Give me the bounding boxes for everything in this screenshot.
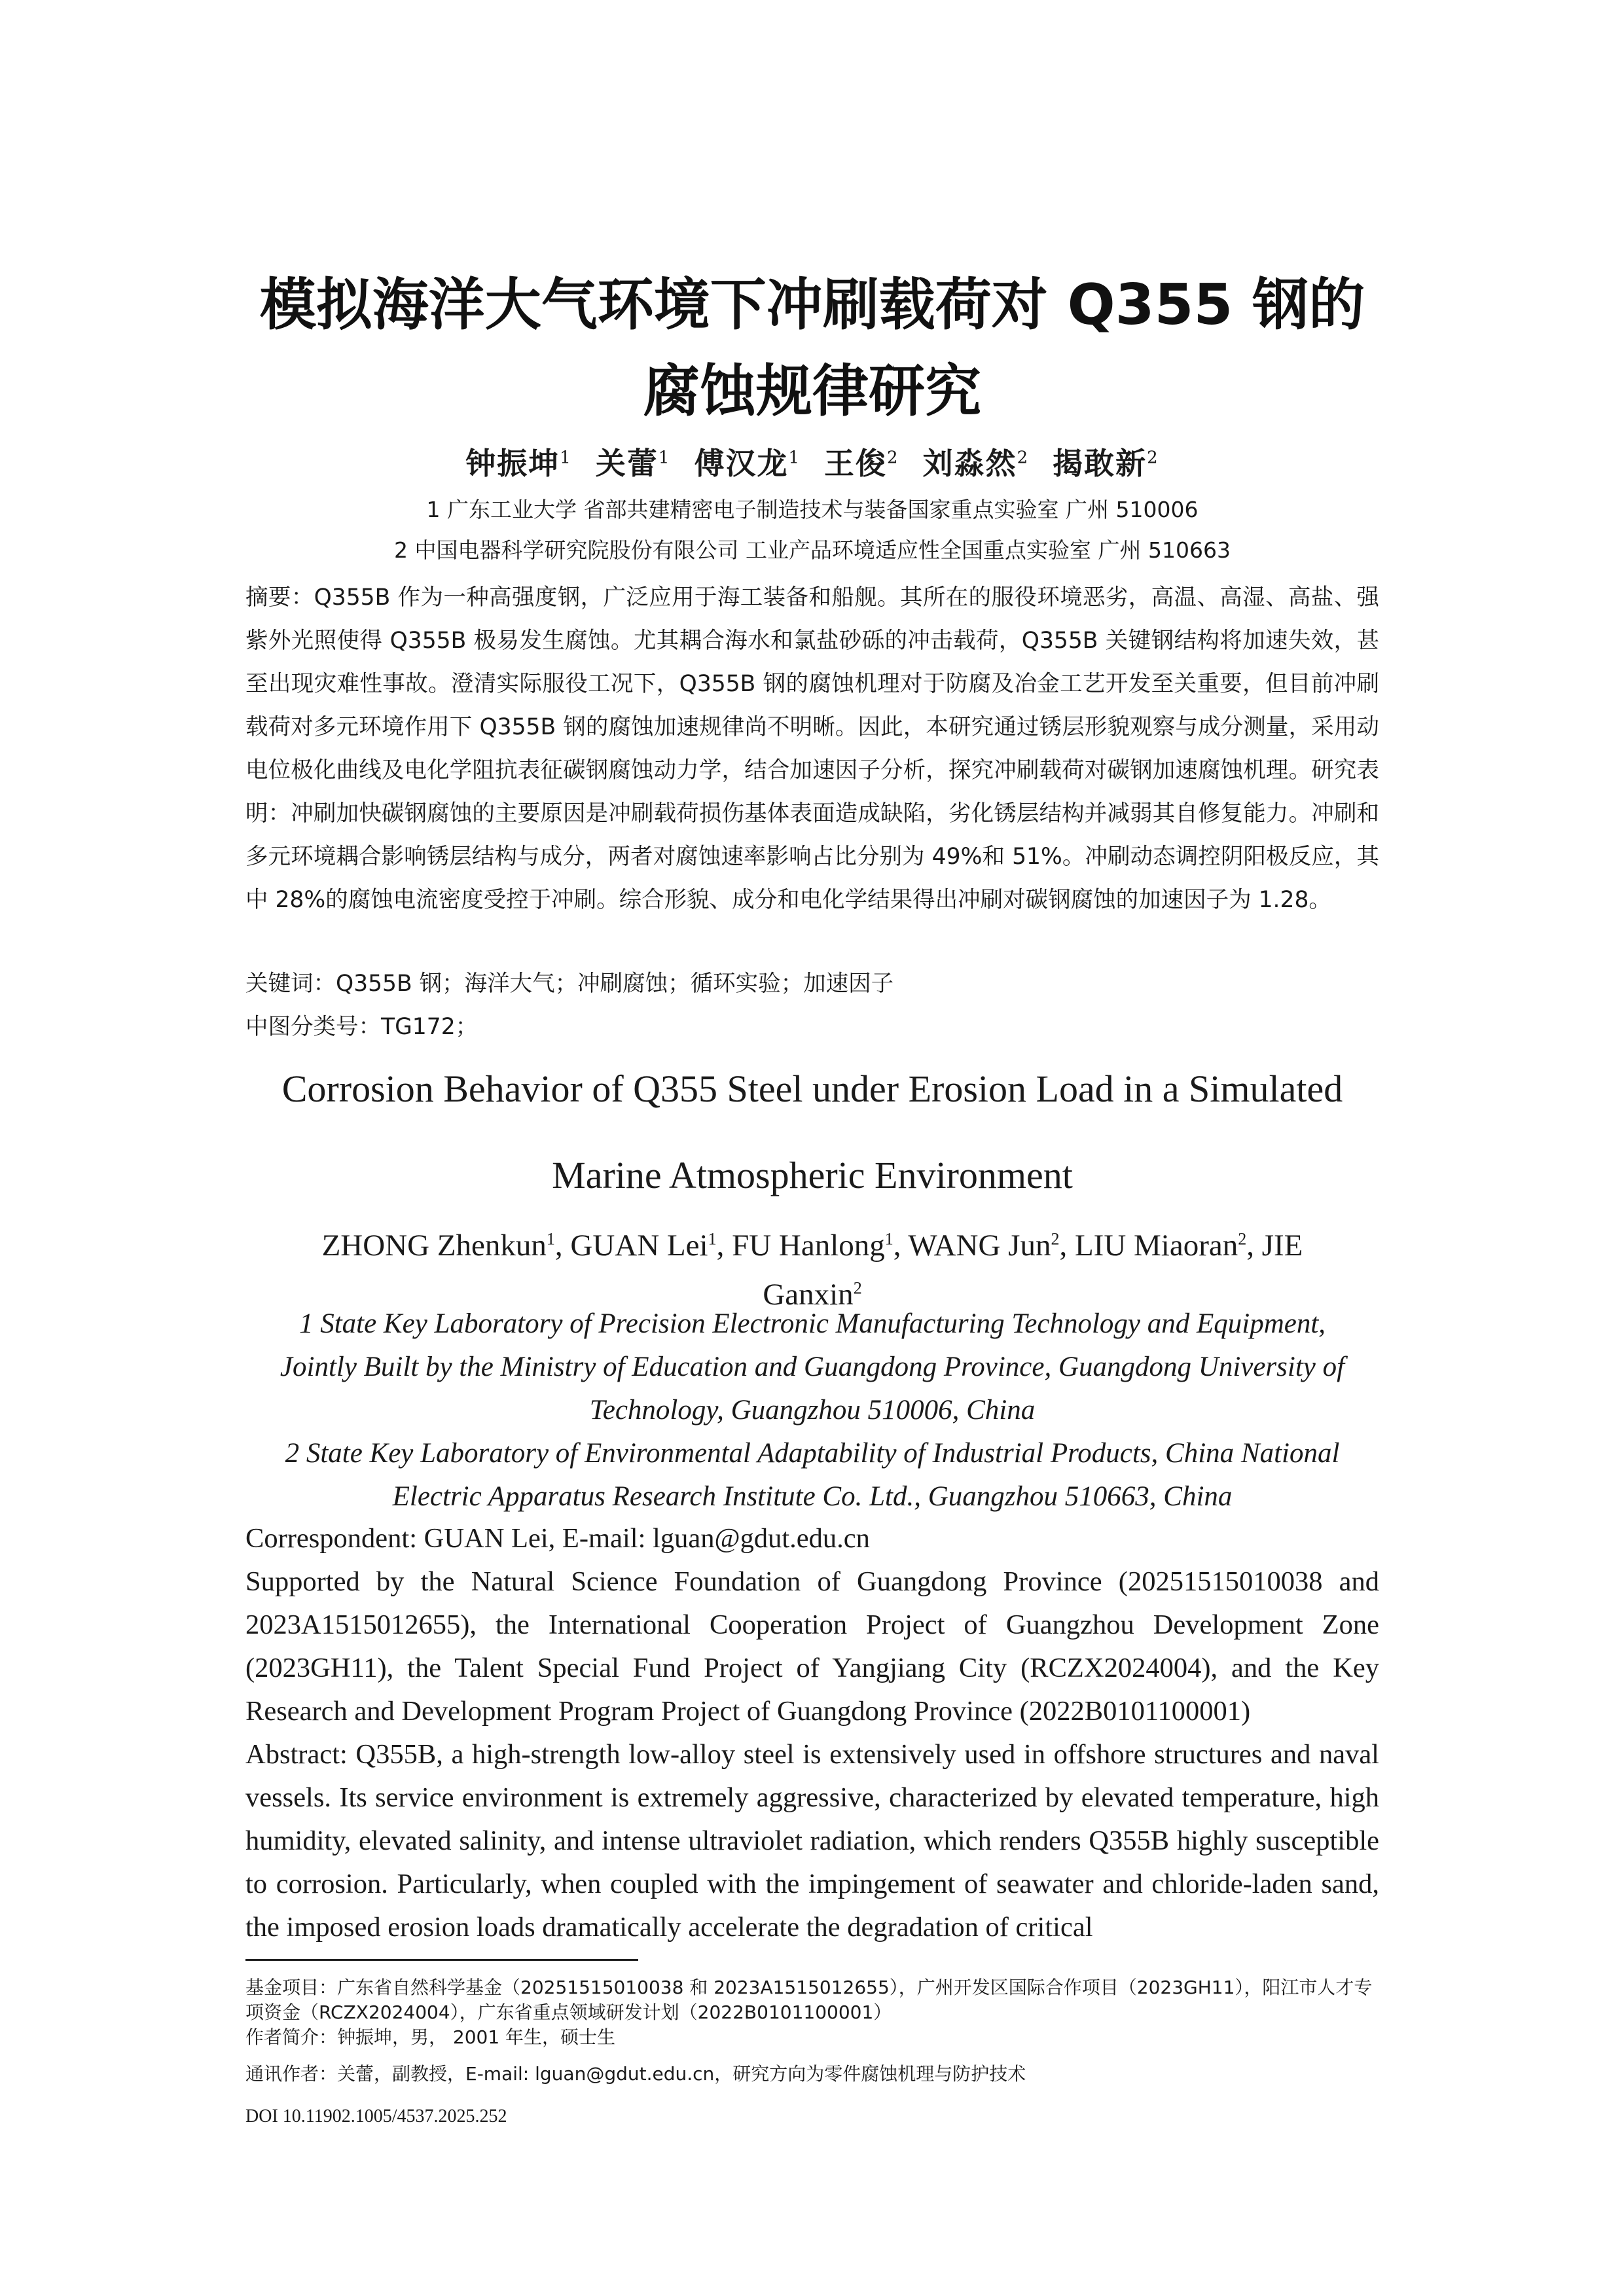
en-affiliation-1-line: Technology, Guangzhou 510006, China [589, 1395, 1036, 1426]
en-author: LIU Miaoran$^2$, [1074, 1228, 1254, 1263]
en-authors [245, 1217, 1379, 1316]
en-author: ZHONG Zhenkun$^1$, [321, 1228, 571, 1263]
en-title [245, 1046, 1379, 1219]
en-affiliation-2-line: Electric Apparatus Research Institute Co. Ltd., Guangzhou 510663, China [392, 1481, 1233, 1512]
en-abstract: Abstract: Q355B, a high-strength low-alloy steel is extensively used in offshore structures and naval vessels. Its service environment is extremely aggressive, characterized by elevated temperature, high humidity, elevated salinity, and intense ultraviolet radiation, which renders Q355B highly susceptible to corrosion. Particularly, when coupled with the impingement of seawater and chloride-laden sand, the imposed erosion loads dramatically accelerate the degradation of critical [245, 1739, 1379, 1943]
cn-classification: 中图分类号：TG172； [245, 1014, 478, 1040]
en-affiliation-1-line: 1 State Key Laboratory of Precision Electronic Manufacturing Technology and Equipment, [298, 1308, 1326, 1339]
en-affiliation-1-line: Jointly Built by the Ministry of Education and Guangdong Province, Guangdong University of [280, 1352, 1345, 1382]
cn-author: 关蕾$^1$ [595, 446, 671, 481]
cn-authors [245, 440, 1379, 483]
en-author: FU Hanlong$^1$, [732, 1228, 909, 1263]
doi: DOI 10.11902.1005/4537.2025.252 [245, 2106, 507, 2126]
en-affiliations [245, 1302, 1379, 1518]
cn-author: 王俊$^2$ [824, 446, 899, 481]
cn-affiliation-2: 2 中国电器科学研究院股份有限公司 工业产品环境适应性全国重点实验室 广州 510663 [394, 537, 1231, 563]
en-author: WANG Jun$^2$, [908, 1228, 1075, 1263]
cn-title-line-2: 腐蚀规律研究 [643, 359, 981, 424]
en-affiliation-2-line: 2 State Key Laboratory of Environmental Adaptability of Industrial Products, China National [285, 1438, 1340, 1469]
cn-author: 傅汉龙$^1$ [694, 446, 801, 481]
cn-author: 刘淼然$^2$ [922, 446, 1030, 481]
footnote-author-bio: 作者简介：钟振坤，男， 2001 年生，硕士生 [245, 2026, 616, 2048]
en-title-line-2: Marine Atmospheric Environment [552, 1154, 1073, 1196]
en-author: JIE Ganxin$^2$ [763, 1228, 1303, 1312]
funding-support: Supported by the Natural Science Foundation of Guangdong Province (20251515010038 and 2023A1515012655), the International Cooperation Project of Guangzhou Development Zone (2023GH11), the Talent Special Fund Project of Yangjiang City (RCZX2024004), and the Key Research and Development Program Project of Guangdong Province (2022B0101100001) [245, 1566, 1379, 1727]
en-author: GUAN Lei$^1$, [570, 1228, 732, 1263]
cn-author: 揭敢新$^2$ [1053, 446, 1159, 481]
cn-abstract: 摘要：Q355B 作为一种高强度钢，广泛应用于海工装备和船舰。其所在的服役环境恶劣，高温、高湿、高盐、强紫外光照使得 Q355B 极易发生腐蚀。尤其耦合海水和氯盐砂砾的冲击载荷，Q355B 关键钢结构将加速失效，甚至出现灾难性事故。澄清实际服役工况下，Q355B 钢的腐蚀机理对于防腐及冶金工艺开发至关重要，但目前冲刷载荷对多元环境作用下 Q355B 钢的腐蚀加速规律尚不明晰。因此，本研究通过锈层形貌观察与成分测量，采用动电位极化曲线及电化学阻抗表征碳钢腐蚀动力学，结合加速因子分析，探究冲刷载荷对碳钢加速腐蚀机理。研究表明：冲刷加快碳钢腐蚀的主要原因是冲刷载荷损伤基体表面造成缺陷，劣化锈层结构并减弱其自修复能力。冲刷和多元环境耦合影响锈层结构与成分，两者对腐蚀速率影响占比分别为 49%和 51%。冲刷动态调控阴阳极反应，其中 28%的腐蚀电流密度受控于冲刷。综合形貌、成分和电化学结果得出冲刷对碳钢腐蚀的加速因子为 1.28。 [245, 584, 1379, 913]
cn-affiliations [245, 490, 1379, 571]
cn-affiliation-1: 1 广东工业大学 省部共建精密电子制造技术与装备国家重点实验室 广州 510006 [426, 497, 1199, 522]
footnote-divider [245, 1959, 638, 1961]
footnote-corresponding: 通讯作者：关蕾，副教授，E-mail: lguan@gdut.edu.cn，研究方向为零件腐蚀机理与防护技术 [245, 2063, 1026, 2085]
footnote-fund: 基金项目：广东省自然科学基金（20251515010038 和 2023A1515012655），广州开发区国际合作项目（2023GH11），阳江市人才专项资金（RCZX2024004），广东省重点领域研发计划（2022B0101100001） [245, 1977, 1373, 2023]
en-title-line-1: Corrosion Behavior of Q355 Steel under Erosion Load in a Simulated [281, 1067, 1343, 1110]
cn-keywords: 关键词：Q355B 钢；海洋大气；冲刷腐蚀；循环实验；加速因子 [245, 971, 894, 997]
correspondent: Correspondent: GUAN Lei, E-mail: lguan@gdut.edu.cn [245, 1523, 870, 1554]
cn-title [245, 262, 1379, 435]
cn-title-line-1: 模拟海洋大气环境下冲刷载荷对 Q355 钢的 [259, 272, 1365, 338]
cn-author: 钟振坤$^1$ [465, 446, 572, 481]
